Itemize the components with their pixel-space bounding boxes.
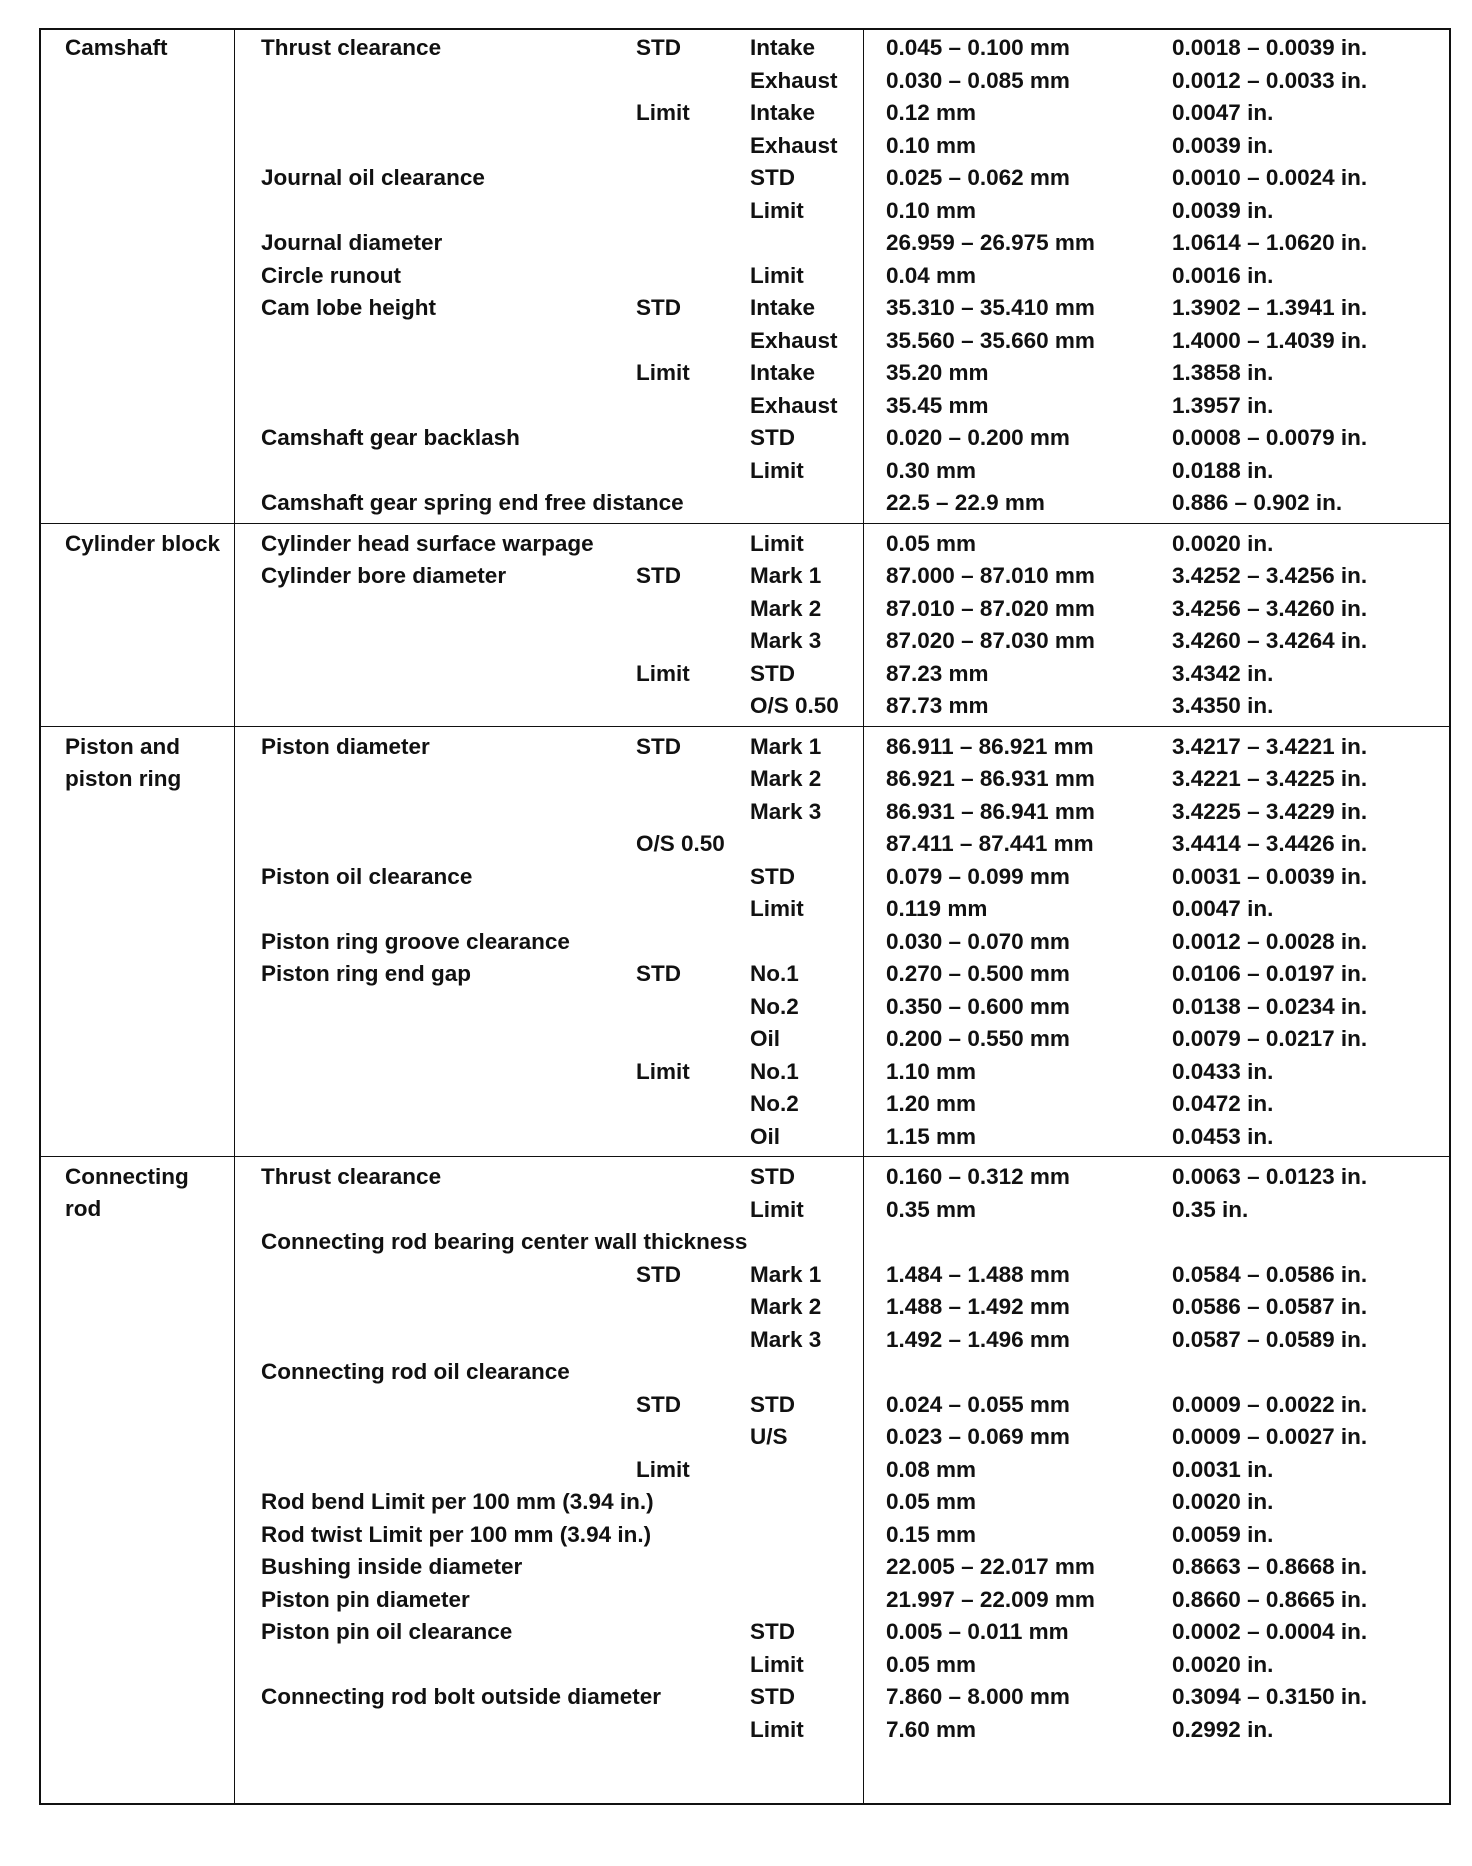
spec-row <box>41 357 1449 389</box>
cell-item: Piston ring end gap <box>261 961 472 986</box>
cell-cond: Mark 3 <box>750 628 822 653</box>
spec-row <box>41 1519 1449 1551</box>
cell-in: 0.0012 – 0.0028 in. <box>1172 928 1368 954</box>
cell-spec: STD <box>636 1391 681 1417</box>
cell-mm: 0.05 mm <box>886 1651 977 1677</box>
cell-in: 3.4225 – 3.4229 in. <box>1172 798 1368 824</box>
cell-in: 0.0020 in. <box>1172 530 1274 556</box>
spec-row <box>41 958 1449 990</box>
spec-row <box>41 1421 1449 1453</box>
cell-in: 0.886 – 0.902 in. <box>1172 490 1343 515</box>
cell-in: 0.0584 – 0.0586 in. <box>1172 1261 1368 1287</box>
cell-cond: STD <box>750 425 795 450</box>
cell-mm: 0.200 – 0.550 mm <box>886 1026 1070 1051</box>
spec-row <box>41 861 1449 893</box>
cell-item: Piston pin diameter <box>261 1586 470 1612</box>
cell-spec: Limit <box>636 360 690 385</box>
cell-in: 0.0009 – 0.0022 in. <box>1172 1391 1368 1417</box>
cell-in: 0.0008 – 0.0079 in. <box>1172 425 1368 450</box>
spec-row <box>41 1454 1449 1486</box>
spec-row <box>41 195 1449 227</box>
cell-cond: Mark 1 <box>750 563 822 588</box>
cell-cond: STD <box>750 1391 795 1417</box>
cell-in: 0.0047 in. <box>1172 896 1274 921</box>
cell-cond: Mark 1 <box>750 733 822 759</box>
cell-mm: 0.05 mm <box>886 1489 977 1514</box>
spec-row <box>41 455 1449 487</box>
spec-row <box>41 1324 1449 1356</box>
cell-cond: Oil <box>750 1026 781 1051</box>
cell-cond: STD <box>750 1164 795 1189</box>
spec-row <box>41 1616 1449 1648</box>
cell-mm: 0.005 – 0.011 mm <box>886 1619 1069 1644</box>
cell-mm: 0.12 mm <box>886 100 977 125</box>
spec-row <box>41 390 1449 422</box>
cell-mm: 1.15 mm <box>886 1123 977 1149</box>
cell-item: Journal oil clearance <box>261 165 485 190</box>
spec-row <box>41 1291 1449 1323</box>
cell-cond: Limit <box>750 1196 804 1222</box>
spec-row <box>41 227 1449 259</box>
cell-cond: STD <box>750 660 795 686</box>
cell-in: 0.0047 in. <box>1172 100 1274 125</box>
cell-in: 0.0587 – 0.0589 in. <box>1172 1326 1368 1352</box>
spec-row <box>41 1121 1449 1153</box>
cell-cond: STD <box>750 1684 795 1709</box>
cell-cond: Exhaust <box>750 327 838 353</box>
cell-mm: 0.023 – 0.069 mm <box>886 1424 1070 1449</box>
cell-mm: 1.492 – 1.496 mm <box>886 1326 1070 1352</box>
cell-mm: 35.310 – 35.410 mm <box>886 295 1095 320</box>
cell-in: 0.0039 in. <box>1172 197 1274 223</box>
cell-in: 0.0472 in. <box>1172 1091 1274 1116</box>
cell-mm: 0.160 – 0.312 mm <box>886 1164 1070 1189</box>
cell-cond: U/S <box>750 1424 788 1449</box>
cell-item: Camshaft gear backlash <box>261 425 520 450</box>
cell-mm: 87.020 – 87.030 mm <box>886 628 1095 653</box>
spec-row <box>41 1056 1449 1088</box>
spec-row <box>41 1226 1449 1258</box>
cell-mm: 1.20 mm <box>886 1091 977 1116</box>
cell-cond: Mark 3 <box>750 798 822 824</box>
cell-mm: 87.411 – 87.441 mm <box>886 831 1094 856</box>
spec-row <box>41 1389 1449 1421</box>
spec-row <box>41 325 1449 357</box>
cell-mm: 0.079 – 0.099 mm <box>886 863 1070 889</box>
cell-item: Cylinder head surface warpage <box>261 530 594 556</box>
section-divider <box>41 523 1449 524</box>
cell-cond: Intake <box>750 100 816 125</box>
cell-in: 3.4414 – 3.4426 in. <box>1172 831 1368 856</box>
cell-spec: STD <box>636 295 681 320</box>
cell-mm: 0.045 – 0.100 mm <box>886 35 1070 60</box>
spec-row <box>41 1486 1449 1518</box>
cell-in: 0.0020 in. <box>1172 1489 1274 1514</box>
cell-cond: Intake <box>750 35 816 60</box>
cell-cond: Mark 3 <box>750 1326 822 1352</box>
cell-mm: 0.10 mm <box>886 197 977 223</box>
cell-in: 1.3957 in. <box>1172 392 1274 418</box>
cell-in: 0.0586 – 0.0587 in. <box>1172 1294 1368 1319</box>
cell-mm: 22.005 – 22.017 mm <box>886 1554 1095 1579</box>
spec-row <box>41 828 1449 860</box>
cell-cond: Mark 1 <box>750 1261 822 1287</box>
cell-in: 0.8663 – 0.8668 in. <box>1172 1554 1368 1579</box>
spec-row <box>41 1088 1449 1120</box>
spec-row <box>41 1356 1449 1388</box>
spec-row <box>41 560 1449 592</box>
cell-in: 0.0106 – 0.0197 in. <box>1172 961 1368 986</box>
spec-row <box>41 893 1449 925</box>
cell-in: 3.4260 – 3.4264 in. <box>1172 628 1368 653</box>
cell-in: 0.0020 in. <box>1172 1651 1274 1677</box>
cell-in: 0.0031 in. <box>1172 1456 1274 1482</box>
cell-mm: 87.000 – 87.010 mm <box>886 563 1095 588</box>
cell-mm: 0.08 mm <box>886 1456 977 1482</box>
cell-spec: Limit <box>636 660 690 686</box>
cell-mm: 0.025 – 0.062 mm <box>886 165 1070 190</box>
cell-in: 0.3094 – 0.3150 in. <box>1172 1684 1368 1709</box>
cell-mm: 0.05 mm <box>886 530 977 556</box>
cell-mm: 1.10 mm <box>886 1058 977 1084</box>
cell-cond: Limit <box>750 1716 804 1742</box>
cell-in: 3.4350 in. <box>1172 693 1274 718</box>
cell-mm: 26.959 – 26.975 mm <box>886 230 1095 255</box>
spec-row <box>41 658 1449 690</box>
cell-in: 0.0063 – 0.0123 in. <box>1172 1164 1368 1189</box>
cell-cond: Limit <box>750 262 804 288</box>
cell-item: Thrust clearance <box>261 1164 442 1189</box>
cell-mm: 0.04 mm <box>886 262 977 288</box>
cell-in: 1.3858 in. <box>1172 360 1274 385</box>
cell-in: 1.4000 – 1.4039 in. <box>1172 327 1368 353</box>
cell-spec: STD <box>636 961 681 986</box>
spec-row <box>41 260 1449 292</box>
spec-row <box>41 1023 1449 1055</box>
cell-in: 0.0188 in. <box>1172 457 1274 483</box>
section-name: Piston and piston ring <box>65 733 182 791</box>
cell-spec: STD <box>636 1261 681 1287</box>
spec-table <box>39 28 1451 1805</box>
spec-row <box>41 926 1449 958</box>
cell-in: 0.0059 in. <box>1172 1521 1274 1547</box>
cell-item: Connecting rod bolt outside diameter <box>261 1684 662 1709</box>
spec-row <box>41 690 1449 722</box>
cell-cond: Limit <box>750 457 804 483</box>
spec-row <box>41 1584 1449 1616</box>
cell-mm: 35.20 mm <box>886 360 989 385</box>
spec-row <box>41 528 1449 560</box>
cell-mm: 0.10 mm <box>886 132 977 158</box>
section-divider <box>41 726 1449 727</box>
cell-mm: 0.020 – 0.200 mm <box>886 425 1070 450</box>
cell-mm: 7.860 – 8.000 mm <box>886 1684 1070 1709</box>
cell-mm: 86.911 – 86.921 mm <box>886 733 1094 759</box>
cell-in: 3.4342 in. <box>1172 660 1274 686</box>
cell-cond: STD <box>750 165 795 190</box>
spec-row <box>41 1681 1449 1713</box>
cell-mm: 86.931 – 86.941 mm <box>886 798 1095 824</box>
cell-in: 0.0039 in. <box>1172 132 1274 158</box>
section-divider <box>41 1156 1449 1157</box>
cell-item: Piston pin oil clearance <box>261 1619 513 1644</box>
cell-item: Rod bend Limit per 100 mm (3.94 in.) <box>261 1489 654 1514</box>
cell-cond: Intake <box>750 295 816 320</box>
spec-row <box>41 130 1449 162</box>
spec-row <box>41 32 1449 64</box>
cell-cond: Exhaust <box>750 132 838 158</box>
cell-spec: Limit <box>636 1058 690 1084</box>
cell-mm: 7.60 mm <box>886 1716 977 1742</box>
spec-row <box>41 1259 1449 1291</box>
cell-item: Thrust clearance <box>261 35 442 60</box>
spec-row <box>41 292 1449 324</box>
cell-cond: STD <box>750 863 795 889</box>
cell-mm: 87.73 mm <box>886 693 989 718</box>
cell-in: 0.0002 – 0.0004 in. <box>1172 1619 1368 1644</box>
cell-mm: 87.010 – 87.020 mm <box>886 595 1095 621</box>
spec-row <box>41 1551 1449 1583</box>
cell-in: 0.8660 – 0.8665 in. <box>1172 1586 1368 1612</box>
cell-item: Piston ring groove clearance <box>261 928 570 954</box>
cell-mm: 0.350 – 0.600 mm <box>886 993 1070 1019</box>
cell-mm: 22.5 – 22.9 mm <box>886 490 1045 515</box>
spec-row <box>41 763 1449 795</box>
cell-spec: Limit <box>636 1456 690 1482</box>
cell-cond: Mark 2 <box>750 1294 822 1319</box>
cell-in: 0.0433 in. <box>1172 1058 1274 1084</box>
cell-in: 3.4221 – 3.4225 in. <box>1172 766 1368 791</box>
spec-row <box>41 487 1449 519</box>
section-name: Connecting rod <box>65 1164 189 1221</box>
spec-row <box>41 731 1449 763</box>
spec-row <box>41 796 1449 828</box>
cell-in: 0.0016 in. <box>1172 262 1274 288</box>
cell-mm: 21.997 – 22.009 mm <box>886 1586 1095 1612</box>
cell-in: 3.4252 – 3.4256 in. <box>1172 563 1368 588</box>
spec-row <box>41 97 1449 129</box>
spec-row <box>41 625 1449 657</box>
spec-row <box>41 422 1449 454</box>
cell-mm: 35.45 mm <box>886 392 989 418</box>
spec-row <box>41 1161 1449 1193</box>
cell-cond: Limit <box>750 197 804 223</box>
cell-item: Connecting rod bearing center wall thickness <box>261 1229 748 1254</box>
spec-row <box>41 162 1449 194</box>
cell-cond: Limit <box>750 530 804 556</box>
cell-mm: 0.119 mm <box>886 896 988 921</box>
cell-item: Bushing inside diameter <box>261 1554 523 1579</box>
cell-mm: 87.23 mm <box>886 660 989 686</box>
cell-item: Journal diameter <box>261 230 443 255</box>
cell-cond: Exhaust <box>750 67 838 93</box>
cell-cond: No.1 <box>750 961 799 986</box>
cell-item: Rod twist Limit per 100 mm (3.94 in.) <box>261 1521 652 1547</box>
cell-spec: STD <box>636 563 681 588</box>
cell-cond: No.2 <box>750 1091 799 1116</box>
cell-in: 3.4217 – 3.4221 in. <box>1172 733 1368 759</box>
cell-cond: No.1 <box>750 1058 799 1084</box>
cell-in: 1.3902 – 1.3941 in. <box>1172 295 1368 320</box>
cell-cond: Limit <box>750 896 804 921</box>
section-name: Cylinder block <box>65 530 221 556</box>
cell-mm: 0.024 – 0.055 mm <box>886 1391 1070 1417</box>
cell-in: 0.0079 – 0.0217 in. <box>1172 1026 1368 1051</box>
cell-cond: STD <box>750 1619 795 1644</box>
cell-cond: Intake <box>750 360 816 385</box>
cell-item: Connecting rod oil clearance <box>261 1359 570 1384</box>
cell-in: 0.0010 – 0.0024 in. <box>1172 165 1368 190</box>
cell-in: 0.0453 in. <box>1172 1123 1274 1149</box>
cell-in: 0.0138 – 0.0234 in. <box>1172 993 1368 1019</box>
spec-row <box>41 65 1449 97</box>
spec-row <box>41 1649 1449 1681</box>
cell-cond: No.2 <box>750 993 799 1019</box>
cell-in: 0.0009 – 0.0027 in. <box>1172 1424 1368 1449</box>
cell-item: Piston oil clearance <box>261 863 473 889</box>
cell-cond: Limit <box>750 1651 804 1677</box>
cell-mm: 1.484 – 1.488 mm <box>886 1261 1070 1287</box>
cell-in: 0.2992 in. <box>1172 1716 1274 1742</box>
spec-row <box>41 593 1449 625</box>
cell-item: Camshaft gear spring end free distance <box>261 490 684 515</box>
cell-mm: 0.030 – 0.085 mm <box>886 67 1070 93</box>
cell-spec: STD <box>636 35 681 60</box>
cell-spec: Limit <box>636 100 690 125</box>
cell-mm: 0.35 mm <box>886 1196 977 1222</box>
cell-mm: 0.030 – 0.070 mm <box>886 928 1070 954</box>
spec-row <box>41 991 1449 1023</box>
cell-in: 0.0012 – 0.0033 in. <box>1172 67 1368 93</box>
cell-cond: Oil <box>750 1123 781 1149</box>
spec-row <box>41 1194 1449 1226</box>
cell-spec: O/S 0.50 <box>636 831 725 856</box>
cell-item: Cam lobe height <box>261 295 437 320</box>
cell-mm: 0.30 mm <box>886 457 977 483</box>
cell-mm: 0.270 – 0.500 mm <box>886 961 1070 986</box>
cell-cond: Exhaust <box>750 392 838 418</box>
cell-item: Circle runout <box>261 262 402 288</box>
cell-cond: O/S 0.50 <box>750 693 839 718</box>
cell-cond: Mark 2 <box>750 595 822 621</box>
section-name: Camshaft <box>65 35 168 60</box>
cell-item: Cylinder bore diameter <box>261 563 507 588</box>
cell-spec: STD <box>636 733 681 759</box>
cell-in: 3.4256 – 3.4260 in. <box>1172 595 1368 621</box>
cell-cond: Mark 2 <box>750 766 822 791</box>
spec-row <box>41 1714 1449 1746</box>
cell-in: 0.0018 – 0.0039 in. <box>1172 35 1368 60</box>
cell-in: 0.35 in. <box>1172 1196 1249 1222</box>
cell-mm: 86.921 – 86.931 mm <box>886 766 1095 791</box>
cell-mm: 1.488 – 1.492 mm <box>886 1294 1070 1319</box>
cell-mm: 35.560 – 35.660 mm <box>886 327 1095 353</box>
cell-in: 1.0614 – 1.0620 in. <box>1172 230 1368 255</box>
cell-in: 0.0031 – 0.0039 in. <box>1172 863 1368 889</box>
cell-mm: 0.15 mm <box>886 1521 977 1547</box>
cell-item: Piston diameter <box>261 733 430 759</box>
